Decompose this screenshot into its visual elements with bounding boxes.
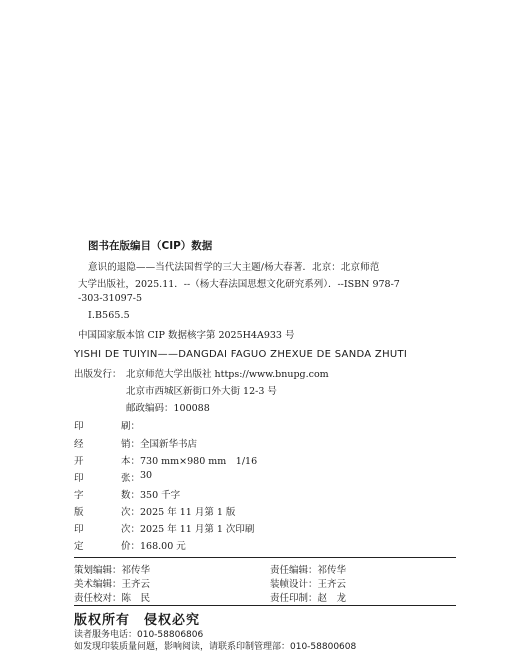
divider-bottom <box>74 605 456 606</box>
spec-label-distributor: 经 销： <box>74 439 140 450</box>
printing-supervisor: 责任印制：赵 龙 <box>270 593 347 604</box>
spec-value-distributor: 全国新华书店 <box>140 439 198 450</box>
publisher-name-url: 北京师范大学出版社 https://www.bnupg.com <box>126 369 329 380</box>
spec-label-printing: 印 刷： <box>74 421 140 432</box>
reader-service-phone: 读者服务电话：010-58806806 <box>74 630 204 640</box>
proofreader: 责任校对：陈 民 <box>74 593 151 604</box>
spec-label-edition: 版 次： <box>74 507 140 518</box>
binding-design: 装帧设计：王齐云 <box>270 579 347 590</box>
art-editor: 美术编辑：王齐云 <box>74 579 151 590</box>
cip-description-line: 意识的退隐——当代法国哲学的三大主题/杨大春著．北京：北京师范 <box>88 262 380 273</box>
pinyin-title: YISHI DE TUIYIN——DANGDAI FAGUO ZHEXUE DE SANDA ZHUTI <box>74 349 408 360</box>
responsible-editor: 责任编辑：祁传华 <box>270 565 347 576</box>
publisher-label: 出版发行： <box>74 369 122 380</box>
spec-label-impression: 印 次： <box>74 524 140 535</box>
planning-editor: 策划编辑：祁传华 <box>74 565 151 576</box>
spec-value-word-count: 350 千字 <box>140 490 181 501</box>
spec-label-word-count: 字 数： <box>74 490 140 501</box>
spec-value-edition: 2025 年 11 月第 1 版 <box>140 507 236 518</box>
spec-value-price: 168.00 元 <box>140 541 186 552</box>
publisher-address: 北京市西城区新街口外大街 12-3 号 <box>126 386 277 397</box>
quality-notice: 如发现印装质量问题，影响阅读，请联系印制管理部：010-58800608 <box>74 642 357 652</box>
cip-title: 图书在版编目（CIP）数据 <box>88 240 213 252</box>
cip-isbn-continuation: -303-31097-5 <box>78 293 143 304</box>
spec-value-format: 730 mm×980 mm 1/16 <box>140 456 258 467</box>
spec-label-price: 定 价： <box>74 541 140 552</box>
divider-top <box>74 557 456 558</box>
spec-label-format: 开 本： <box>74 456 140 467</box>
cip-classification: Ⅰ.B565.5 <box>88 310 130 321</box>
cip-description-line: 大学出版社，2025.11．--（杨大春法国思想文化研究系列）．--ISBN 978-7 <box>78 279 400 290</box>
spec-value-sheets: 30 <box>140 470 153 481</box>
spec-label-sheets: 印 张： <box>74 473 140 484</box>
copyright-heading: 版权所有 侵权必究 <box>74 613 201 628</box>
cip-record-number: 中国国家版本馆 CIP 数据核字第 2025H4A933 号 <box>78 330 295 341</box>
spec-value-impression: 2025 年 11 月第 1 次印刷 <box>140 524 255 535</box>
postal-code: 邮政编码：100088 <box>126 403 210 414</box>
